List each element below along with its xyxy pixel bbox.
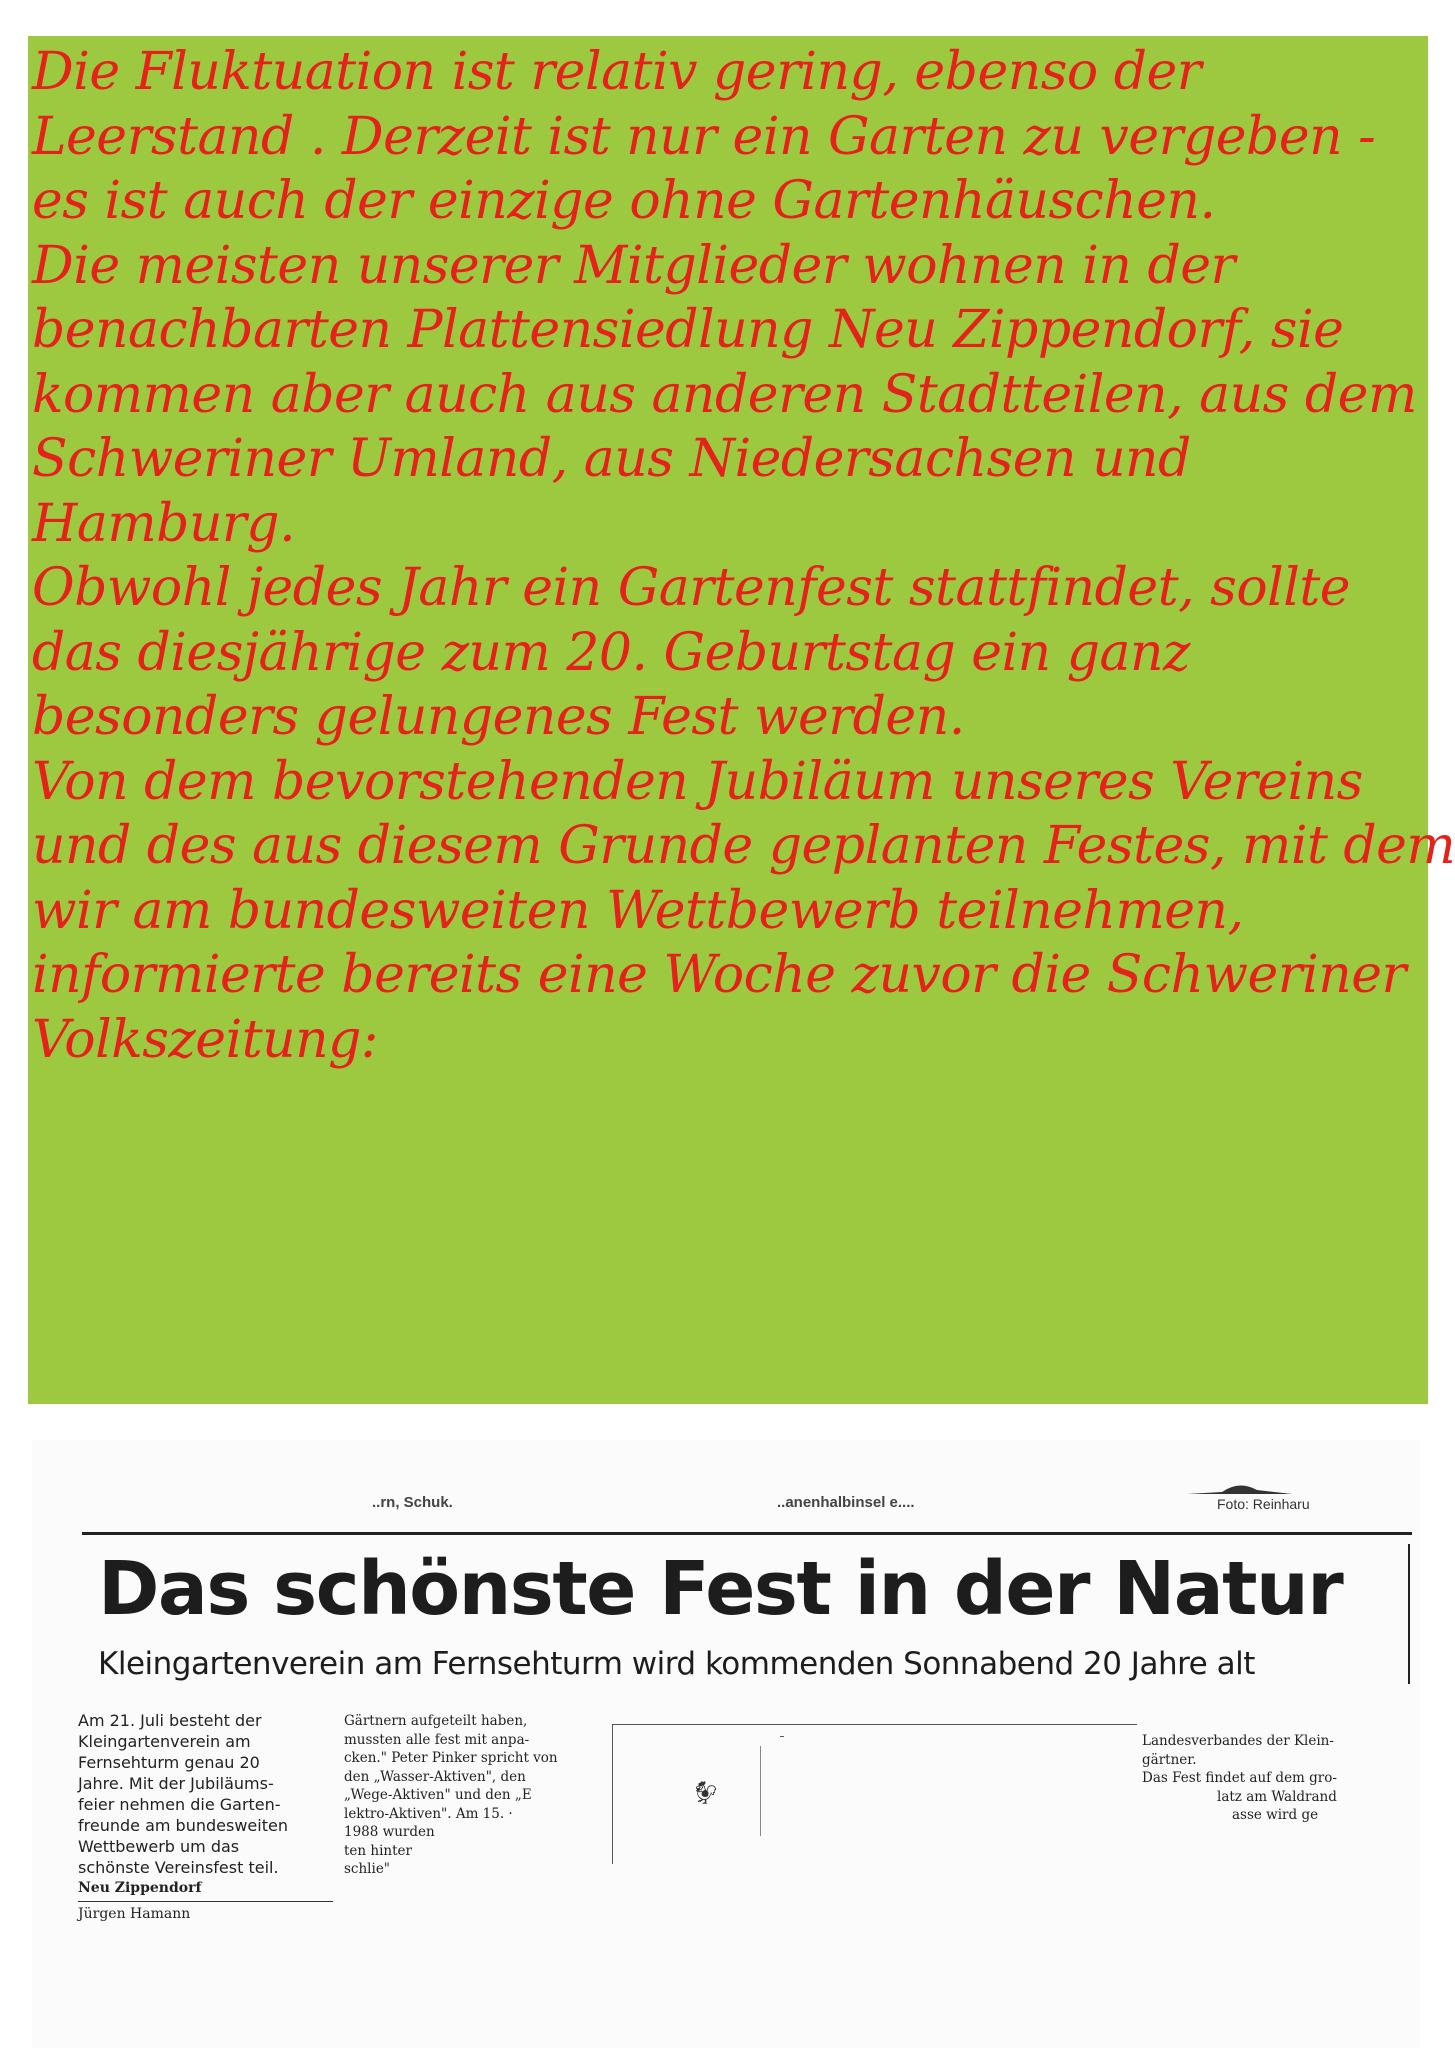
photo-credit: Foto: Reinharu: [1217, 1496, 1310, 1512]
body-line: Das Fest findet auf dem gro-: [1142, 1770, 1337, 1786]
byline-rule: [78, 1901, 333, 1902]
article-location: Neu Zippendorf: [78, 1880, 202, 1896]
lead-line: Am 21. Juli besteht der: [78, 1711, 262, 1730]
photo-divider: [760, 1746, 761, 1836]
story-line: Die Fluktuation ist relativ gering, ebenso der: [32, 42, 1202, 102]
photo-frame-edge: [612, 1724, 613, 1864]
story-line: Die meisten unserer Mitglieder wohnen in der: [32, 235, 1235, 296]
photo-caption-fragment: ..anenhalbinsel e....: [777, 1494, 915, 1511]
story-line: Hamburg.: [32, 493, 296, 554]
story-line: besonders gelungenes Fest werden.: [32, 687, 965, 747]
story-line: Volkszeitung:: [32, 1009, 378, 1070]
body-line: mussten alle fest mit anpa-: [344, 1731, 530, 1748]
lead-line: Jahre. Mit der Jubiläums-: [78, 1774, 274, 1793]
headline-side-rule: [1408, 1544, 1410, 1684]
story-line: informierte bereits eine Woche zuvor die Schweriner: [32, 945, 1406, 1005]
story-line: Leerstand . Derzeit ist nur ein Garten zu vergeben -: [32, 106, 1376, 167]
story-line: kommen aber auch aus anderen Stadtteilen, aus dem: [32, 364, 1417, 425]
story-line: Von dem bevorstehenden Jubiläum unseres Vereins: [32, 751, 1363, 812]
story-line: das diesjährige zum 20. Geburtstag ein ganz: [32, 622, 1190, 683]
article-right-column: [1142, 1732, 1337, 1825]
lead-line: schönste Vereinsfest teil.: [78, 1858, 279, 1877]
body-line: latz am Waldrand: [1217, 1788, 1337, 1805]
story-line: Schweriner Umland, aus Niedersachsen und: [32, 429, 1191, 489]
article-body-column: [344, 1712, 558, 1879]
body-line: den „Wasser-Aktiven", den: [344, 1768, 526, 1785]
story-line: und des aus diesem Grunde geplanten Festes, mit dem: [32, 816, 1455, 876]
article-author: Jürgen Hamann: [78, 1906, 191, 1922]
lead-line: Wettbewerb um das: [78, 1837, 240, 1856]
body-line: ten hinter: [344, 1842, 412, 1859]
story-line: wir am bundesweiten Wettbewerb teilnehmen,: [32, 880, 1244, 941]
story-text: [32, 40, 1455, 1072]
article-lead-column: [78, 1710, 328, 1925]
photo-frame-edge: [612, 1724, 1137, 1725]
body-line: „Wege-Aktiven" und den „E: [344, 1787, 532, 1803]
lead-line: freunde am bundesweiten: [78, 1816, 288, 1835]
story-line: es ist auch der einzige ohne Gartenhäuschen.: [32, 171, 1216, 231]
body-line: schlie": [344, 1861, 391, 1877]
headline-rule: [82, 1532, 1412, 1535]
photo-mark: [780, 1736, 784, 1737]
article-subheadline: Kleingartenverein am Fernsehturm wird kommenden Sonnabend 20 Jahre alt: [98, 1646, 1255, 1682]
body-line: 1988 wurden: [344, 1824, 435, 1840]
body-line: Landesverbandes der Klein-: [1142, 1733, 1334, 1749]
newspaper-clipping: [32, 1440, 1420, 2048]
body-line: cken." Peter Pinker spricht von: [344, 1750, 558, 1766]
story-line: Obwohl jedes Jahr ein Gartenfest stattfindet, sollte: [32, 558, 1351, 618]
lead-line: Kleingartenverein am: [78, 1732, 251, 1751]
lead-line: feier nehmen die Garten-: [78, 1795, 281, 1814]
body-line: asse wird ge: [1232, 1807, 1319, 1823]
hill-silhouette-icon: [1187, 1478, 1292, 1496]
article-headline: Das schönste Fest in der Natur: [98, 1546, 1343, 1632]
photo-caption-fragment: ..rn, Schuk.: [372, 1494, 453, 1511]
rooster-icon: 🐓︎: [692, 1780, 720, 1805]
body-line: gärtner.: [1142, 1751, 1197, 1768]
body-line: Gärtnern aufgeteilt haben,: [344, 1713, 528, 1729]
body-line: lektro-Aktiven". Am 15. ·: [344, 1805, 513, 1822]
lead-line: Fernsehturm genau 20: [78, 1753, 260, 1772]
article-photo: [612, 1724, 1137, 1864]
story-line: benachbarten Plattensiedlung Neu Zippendorf, sie: [32, 300, 1344, 360]
